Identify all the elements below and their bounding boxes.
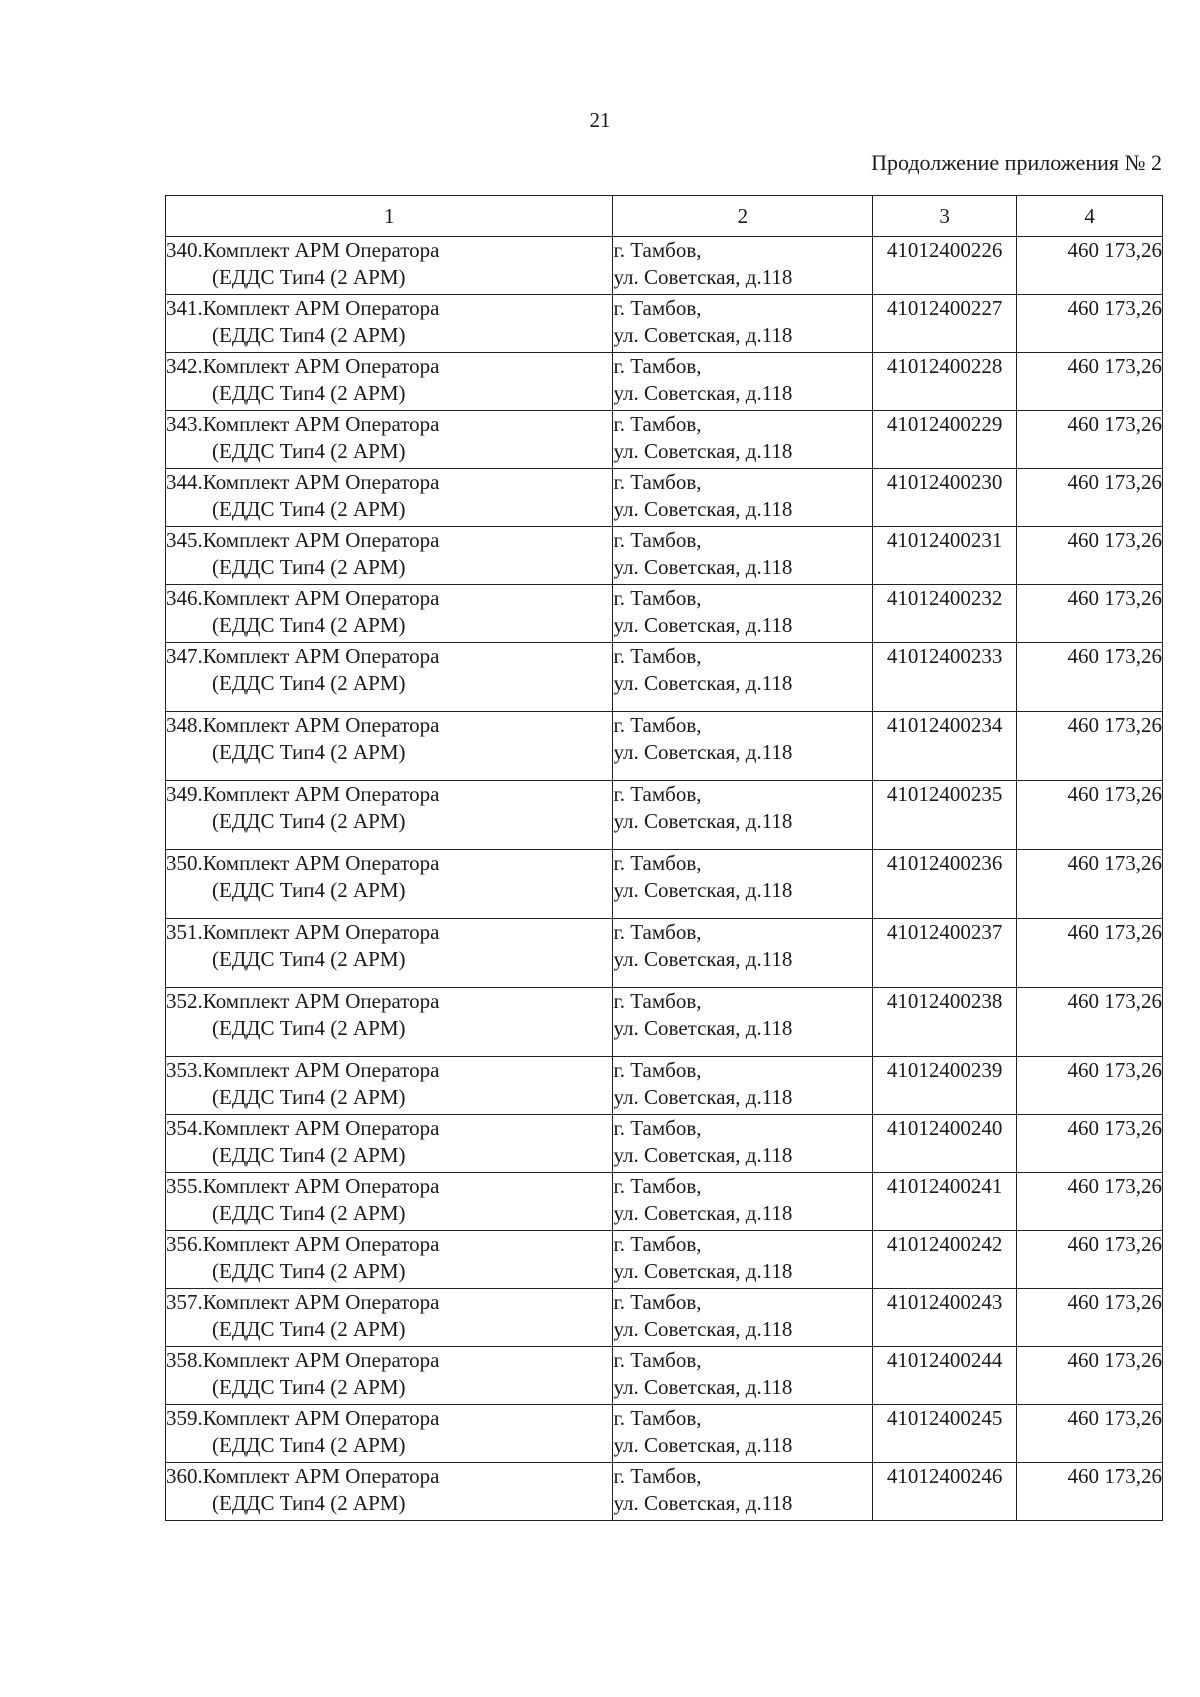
address-cell xyxy=(613,411,873,469)
item-line1 xyxy=(166,353,612,380)
address-city: г. Тамбов, xyxy=(613,1348,702,1372)
address-street: ул. Советская, д.118 xyxy=(613,323,793,347)
inventory-number-cell: 41012400228 xyxy=(873,353,1017,411)
address-city: г. Тамбов, xyxy=(613,1174,702,1198)
address-city: г. Тамбов, xyxy=(613,470,702,494)
cost-cell: 460 173,26 xyxy=(1017,1347,1163,1405)
inventory-number-cell: 41012400233 xyxy=(873,643,1017,712)
address-cell xyxy=(613,1347,873,1405)
item-name-line2: (ЕДДС Тип4 (2 АРМ) xyxy=(212,1201,406,1225)
item-name: Комплект АРМ Оператора xyxy=(202,412,440,436)
address-city: г. Тамбов, xyxy=(613,713,702,737)
item-cell xyxy=(166,1463,613,1521)
item-name-line2: (ЕДДС Тип4 (2 АРМ) xyxy=(212,1143,406,1167)
item-name: Комплект АРМ Оператора xyxy=(202,586,440,610)
item-number: 356. xyxy=(166,1232,203,1256)
item-line1 xyxy=(166,712,612,739)
inventory-number-cell: 41012400230 xyxy=(873,469,1017,527)
address-city: г. Тамбов, xyxy=(613,989,702,1013)
column-header-2: 2 xyxy=(613,196,873,237)
address-cell xyxy=(613,781,873,850)
table-row xyxy=(166,585,1163,643)
item-line1 xyxy=(166,1231,612,1258)
item-name: Комплект АРМ Оператора xyxy=(202,1406,440,1430)
item-cell xyxy=(166,353,613,411)
address-street: ул. Советская, д.118 xyxy=(613,947,793,971)
item-cell xyxy=(166,1289,613,1347)
item-name-line2: (ЕДДС Тип4 (2 АРМ) xyxy=(212,1317,406,1341)
item-name-line2: (ЕДДС Тип4 (2 АРМ) xyxy=(212,809,406,833)
item-name-line2: (ЕДДС Тип4 (2 АРМ) xyxy=(212,1259,406,1283)
table-row xyxy=(166,850,1163,919)
cost-cell: 460 173,26 xyxy=(1017,411,1163,469)
table-row xyxy=(166,1463,1163,1521)
item-line1 xyxy=(166,1405,612,1432)
item-line1 xyxy=(166,919,612,946)
cost-cell: 460 173,26 xyxy=(1017,527,1163,585)
item-number: 349. xyxy=(166,782,203,806)
item-line1 xyxy=(166,1347,612,1374)
item-cell xyxy=(166,643,613,712)
address-cell xyxy=(613,353,873,411)
item-name-line2: (ЕДДС Тип4 (2 АРМ) xyxy=(212,265,406,289)
item-name: Комплект АРМ Оператора xyxy=(202,1058,440,1082)
address-city: г. Тамбов, xyxy=(613,528,702,552)
address-city: г. Тамбов, xyxy=(613,1058,702,1082)
item-line1 xyxy=(166,1115,612,1142)
cost-cell: 460 173,26 xyxy=(1017,585,1163,643)
address-street: ул. Советская, д.118 xyxy=(613,1259,793,1283)
address-cell xyxy=(613,643,873,712)
address-city: г. Тамбов, xyxy=(613,851,702,875)
cost-cell: 460 173,26 xyxy=(1017,712,1163,781)
item-name-line2: (ЕДДС Тип4 (2 АРМ) xyxy=(212,1375,406,1399)
address-street: ул. Советская, д.118 xyxy=(613,1143,793,1167)
table-row xyxy=(166,295,1163,353)
table-row xyxy=(166,1057,1163,1115)
item-cell xyxy=(166,527,613,585)
item-name: Комплект АРМ Оператора xyxy=(202,528,440,552)
address-city: г. Тамбов, xyxy=(613,1464,702,1488)
address-street: ул. Советская, д.118 xyxy=(613,439,793,463)
item-cell xyxy=(166,1347,613,1405)
item-name-line2: (ЕДДС Тип4 (2 АРМ) xyxy=(212,1491,406,1515)
address-city: г. Тамбов, xyxy=(613,1116,702,1140)
item-number: 358. xyxy=(166,1348,203,1372)
address-cell xyxy=(613,1231,873,1289)
address-cell xyxy=(613,1057,873,1115)
cost-cell: 460 173,26 xyxy=(1017,1463,1163,1521)
table-row xyxy=(166,1347,1163,1405)
item-name-line2: (ЕДДС Тип4 (2 АРМ) xyxy=(212,1016,406,1040)
item-cell xyxy=(166,237,613,295)
item-line1 xyxy=(166,585,612,612)
item-name: Комплект АРМ Оператора xyxy=(202,1290,440,1314)
address-city: г. Тамбов, xyxy=(613,412,702,436)
table-row xyxy=(166,643,1163,712)
inventory-number-cell: 41012400239 xyxy=(873,1057,1017,1115)
item-cell xyxy=(166,585,613,643)
item-name-line2: (ЕДДС Тип4 (2 АРМ) xyxy=(212,555,406,579)
address-street: ул. Советская, д.118 xyxy=(613,671,793,695)
address-city: г. Тамбов, xyxy=(613,782,702,806)
item-name: Комплект АРМ Оператора xyxy=(202,470,440,494)
address-cell xyxy=(613,237,873,295)
address-street: ул. Советская, д.118 xyxy=(613,740,793,764)
inventory-number-cell: 41012400243 xyxy=(873,1289,1017,1347)
item-name: Комплект АРМ Оператора xyxy=(202,1174,440,1198)
address-cell xyxy=(613,1173,873,1231)
item-number: 354. xyxy=(166,1116,203,1140)
item-number: 355. xyxy=(166,1174,203,1198)
item-number: 350. xyxy=(166,851,203,875)
address-city: г. Тамбов, xyxy=(613,354,702,378)
item-name: Комплект АРМ Оператора xyxy=(202,644,440,668)
address-street: ул. Советская, д.118 xyxy=(613,555,793,579)
item-name: Комплект АРМ Оператора xyxy=(202,920,440,944)
item-number: 340. xyxy=(166,238,203,262)
item-name-line2: (ЕДДС Тип4 (2 АРМ) xyxy=(212,323,406,347)
cost-cell: 460 173,26 xyxy=(1017,1405,1163,1463)
address-street: ул. Советская, д.118 xyxy=(613,1375,793,1399)
table-row xyxy=(166,237,1163,295)
table-row xyxy=(166,1115,1163,1173)
table-body xyxy=(166,237,1163,1521)
cost-cell: 460 173,26 xyxy=(1017,1115,1163,1173)
address-cell xyxy=(613,295,873,353)
item-number: 344. xyxy=(166,470,203,494)
cost-cell: 460 173,26 xyxy=(1017,850,1163,919)
address-cell xyxy=(613,527,873,585)
item-name-line2: (ЕДДС Тип4 (2 АРМ) xyxy=(212,740,406,764)
table-row xyxy=(166,1405,1163,1463)
cost-cell: 460 173,26 xyxy=(1017,643,1163,712)
item-line1 xyxy=(166,295,612,322)
item-name: Комплект АРМ Оператора xyxy=(202,296,440,320)
item-number: 357. xyxy=(166,1290,203,1314)
item-number: 341. xyxy=(166,296,203,320)
item-cell xyxy=(166,469,613,527)
item-line1 xyxy=(166,1173,612,1200)
address-cell xyxy=(613,1289,873,1347)
item-number: 343. xyxy=(166,412,203,436)
cost-cell: 460 173,26 xyxy=(1017,237,1163,295)
address-city: г. Тамбов, xyxy=(613,586,702,610)
address-street: ул. Советская, д.118 xyxy=(613,1491,793,1515)
address-street: ул. Советская, д.118 xyxy=(613,381,793,405)
address-city: г. Тамбов, xyxy=(613,1232,702,1256)
item-name-line2: (ЕДДС Тип4 (2 АРМ) xyxy=(212,878,406,902)
inventory-number-cell: 41012400235 xyxy=(873,781,1017,850)
address-city: г. Тамбов, xyxy=(613,296,702,320)
address-street: ул. Советская, д.118 xyxy=(613,809,793,833)
table-row xyxy=(166,712,1163,781)
item-name-line2: (ЕДДС Тип4 (2 АРМ) xyxy=(212,671,406,695)
item-name-line2: (ЕДДС Тип4 (2 АРМ) xyxy=(212,1085,406,1109)
item-name-line2: (ЕДДС Тип4 (2 АРМ) xyxy=(212,439,406,463)
address-cell xyxy=(613,585,873,643)
inventory-number-cell: 41012400237 xyxy=(873,919,1017,988)
table-row xyxy=(166,469,1163,527)
item-number: 359. xyxy=(166,1406,203,1430)
item-name: Комплект АРМ Оператора xyxy=(202,1232,440,1256)
address-city: г. Тамбов, xyxy=(613,1406,702,1430)
column-header-3: 3 xyxy=(873,196,1017,237)
address-cell xyxy=(613,988,873,1057)
item-line1 xyxy=(166,237,612,264)
inventory-number-cell: 41012400238 xyxy=(873,988,1017,1057)
cost-cell: 460 173,26 xyxy=(1017,1173,1163,1231)
item-name: Комплект АРМ Оператора xyxy=(202,1464,440,1488)
table-row xyxy=(166,411,1163,469)
item-cell xyxy=(166,1173,613,1231)
item-line1 xyxy=(166,643,612,670)
address-street: ул. Советская, д.118 xyxy=(613,1016,793,1040)
address-street: ул. Советская, д.118 xyxy=(613,265,793,289)
cost-cell: 460 173,26 xyxy=(1017,353,1163,411)
item-cell xyxy=(166,850,613,919)
item-line1 xyxy=(166,988,612,1015)
item-line1 xyxy=(166,527,612,554)
address-cell xyxy=(613,712,873,781)
address-street: ул. Советская, д.118 xyxy=(613,1317,793,1341)
item-cell xyxy=(166,295,613,353)
inventory-number-cell: 41012400234 xyxy=(873,712,1017,781)
item-cell xyxy=(166,411,613,469)
address-street: ул. Советская, д.118 xyxy=(613,1085,793,1109)
column-header-4: 4 xyxy=(1017,196,1163,237)
cost-cell: 460 173,26 xyxy=(1017,1057,1163,1115)
inventory-number-cell: 41012400231 xyxy=(873,527,1017,585)
item-cell xyxy=(166,1405,613,1463)
item-name-line2: (ЕДДС Тип4 (2 АРМ) xyxy=(212,1433,406,1457)
table-row xyxy=(166,988,1163,1057)
item-cell xyxy=(166,988,613,1057)
item-name-line2: (ЕДДС Тип4 (2 АРМ) xyxy=(212,947,406,971)
item-name: Комплект АРМ Оператора xyxy=(202,354,440,378)
item-number: 351. xyxy=(166,920,203,944)
item-number: 345. xyxy=(166,528,203,552)
address-cell xyxy=(613,1115,873,1173)
inventory-number-cell: 41012400242 xyxy=(873,1231,1017,1289)
table-row xyxy=(166,919,1163,988)
inventory-number-cell: 41012400241 xyxy=(873,1173,1017,1231)
item-name: Комплект АРМ Оператора xyxy=(202,989,440,1013)
cost-cell: 460 173,26 xyxy=(1017,781,1163,850)
table-row xyxy=(166,1231,1163,1289)
item-cell xyxy=(166,919,613,988)
item-name: Комплект АРМ Оператора xyxy=(202,238,440,262)
item-line1 xyxy=(166,1463,612,1490)
cost-cell: 460 173,26 xyxy=(1017,469,1163,527)
inventory-number-cell: 41012400227 xyxy=(873,295,1017,353)
inventory-number-cell: 41012400244 xyxy=(873,1347,1017,1405)
table-header-row xyxy=(166,196,1163,237)
cost-cell: 460 173,26 xyxy=(1017,295,1163,353)
item-name-line2: (ЕДДС Тип4 (2 АРМ) xyxy=(212,497,406,521)
inventory-number-cell: 41012400246 xyxy=(873,1463,1017,1521)
cost-cell: 460 173,26 xyxy=(1017,1289,1163,1347)
item-name: Комплект АРМ Оператора xyxy=(202,1116,440,1140)
address-city: г. Тамбов, xyxy=(613,238,702,262)
address-city: г. Тамбов, xyxy=(613,644,702,668)
address-cell xyxy=(613,919,873,988)
inventory-number-cell: 41012400229 xyxy=(873,411,1017,469)
address-cell xyxy=(613,1405,873,1463)
address-cell xyxy=(613,850,873,919)
item-cell xyxy=(166,712,613,781)
item-number: 346. xyxy=(166,586,203,610)
address-street: ул. Советская, д.118 xyxy=(613,497,793,521)
cost-cell: 460 173,26 xyxy=(1017,988,1163,1057)
item-cell xyxy=(166,1057,613,1115)
item-name: Комплект АРМ Оператора xyxy=(202,1348,440,1372)
cost-cell: 460 173,26 xyxy=(1017,919,1163,988)
inventory-number-cell: 41012400232 xyxy=(873,585,1017,643)
table-row xyxy=(166,1173,1163,1231)
continuation-label: Продолжение приложения № 2 xyxy=(871,150,1162,175)
address-cell xyxy=(613,469,873,527)
table-row xyxy=(166,353,1163,411)
item-name-line2: (ЕДДС Тип4 (2 АРМ) xyxy=(212,613,406,637)
item-cell xyxy=(166,781,613,850)
item-number: 353. xyxy=(166,1058,203,1082)
address-street: ул. Советская, д.118 xyxy=(613,1433,793,1457)
item-number: 352. xyxy=(166,989,203,1013)
inventory-number-cell: 41012400245 xyxy=(873,1405,1017,1463)
register-table xyxy=(165,195,1163,1521)
column-header-1: 1 xyxy=(166,196,613,237)
address-city: г. Тамбов, xyxy=(613,920,702,944)
cost-cell: 460 173,26 xyxy=(1017,1231,1163,1289)
table-row xyxy=(166,781,1163,850)
table-row xyxy=(166,1289,1163,1347)
address-street: ул. Советская, д.118 xyxy=(613,1201,793,1225)
item-line1 xyxy=(166,411,612,438)
item-number: 347. xyxy=(166,644,203,668)
item-name: Комплект АРМ Оператора xyxy=(202,713,440,737)
page-number: 21 xyxy=(589,108,611,132)
item-number: 348. xyxy=(166,713,203,737)
item-cell xyxy=(166,1115,613,1173)
item-name: Комплект АРМ Оператора xyxy=(202,782,440,806)
table-row xyxy=(166,527,1163,585)
item-line1 xyxy=(166,781,612,808)
item-cell xyxy=(166,1231,613,1289)
item-line1 xyxy=(166,1057,612,1084)
item-number: 360. xyxy=(166,1464,203,1488)
address-street: ул. Советская, д.118 xyxy=(613,613,793,637)
inventory-number-cell: 41012400226 xyxy=(873,237,1017,295)
address-city: г. Тамбов, xyxy=(613,1290,702,1314)
item-line1 xyxy=(166,850,612,877)
item-number: 342. xyxy=(166,354,203,378)
item-name-line2: (ЕДДС Тип4 (2 АРМ) xyxy=(212,381,406,405)
address-street: ул. Советская, д.118 xyxy=(613,878,793,902)
inventory-number-cell: 41012400240 xyxy=(873,1115,1017,1173)
item-name: Комплект АРМ Оператора xyxy=(202,851,440,875)
inventory-number-cell: 41012400236 xyxy=(873,850,1017,919)
item-line1 xyxy=(166,1289,612,1316)
item-line1 xyxy=(166,469,612,496)
address-cell xyxy=(613,1463,873,1521)
